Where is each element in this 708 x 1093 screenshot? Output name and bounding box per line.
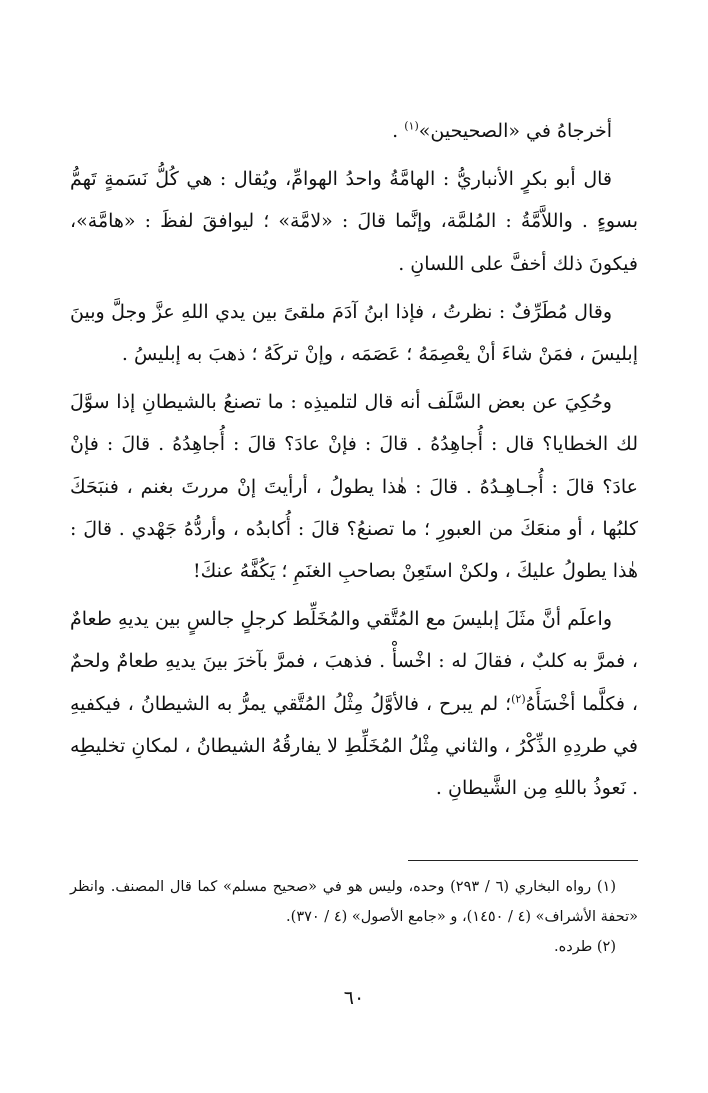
paragraph-3: وقال مُطَرِّفٌ : نظرتُ ، فإذا ابنُ آدَمَ ملقىً بين يدي اللهِ عزَّ وجلَّ وبينَ إبليسَ ، فمَنْ شاءَ أنْ يعْصِمَهُ ؛ عَصَمَه ، وإنْ تركَهُ ؛ ذهبَ به إبليسُ . — [70, 300, 638, 366]
paragraph-5 — [70, 598, 638, 809]
paragraph-1: أخرجاهُ في «الصحيحين»$^{(١)}$ . — [392, 119, 612, 142]
paragraph-1-text: أخرجاهُ في «الصحيحين» — [418, 120, 612, 142]
footnote-2: (٢) طرده. — [554, 939, 616, 955]
footnote-marker-1: (١) — [404, 119, 419, 133]
footnote-separator — [408, 860, 638, 861]
paragraph-2: قال أبو بكرٍ الأنباريُّ : الهامَّةُ واحدُ الهوامِّ، ويُقال : هي كُلُّ نَسَمةٍ تَهمُّ بسوءٍ . واللاَّمَّةُ : المُلمَّة، وإنَّما قالَ : «لامَّة» ؛ ليوافقَ لفظَ : «هامَّة»، فيكونَ ذلك أخفَّ على اللسانِ . — [70, 168, 638, 275]
page-number: ٦٠ — [343, 987, 365, 1009]
footnotes — [70, 872, 638, 962]
paragraph-5-text-a: واعلَم أنَّ مثَلَ إبليسَ مع المُتَّقي والمُخَلِّط كرجلٍ جالسٍ بين يديهِ طعامٌ ، فمرَّ به كلبٌ ، فقالَ له : اخْسأْ . فذهبَ ، فمرَّ بآخرَ بينَ يديهِ طعامٌ ولحمٌ ، فكلَّما أخْسَأَهُ — [70, 608, 638, 715]
paragraph-4: وحُكِيَ عن بعض السَّلَف أنه قال لتلميذِه : ما تصنعُ بالشيطانِ إذا سوَّلَ لك الخطايا؟ قال : أُجاهِدُهُ . قالَ : فإنْ عادَ؟ قالَ : أُجاهِدُهُ . قالَ : فإنْ عادَ؟ قالَ : أُجـاهِـدُهُ . قالَ : هٰذا يطولُ ، أرأيتَ إنْ مررتَ بغنم ، فنبَحَكَ كلبُها ، أو منعَكَ من العبورِ ؛ ما تصنعُ؟ قالَ : أُكابدُه ، وأردُّهُ جَهْدي . قالَ : هٰذا يطولُ عليكَ ، ولكنْ استَعِنْ بصاحبِ الغنَمِ ؛ يَكُفَّهُ عنكَ! — [70, 391, 638, 583]
paragraph-5-text-b: ؛ لم يبرح ، فالأوَّلُ مِثْلُ المُتَّقي يمرُّ به الشيطانُ ، فيكفيهِ في طردِهِ الذِّكْرُ ، والثاني مِثْلُ المُخَلِّطِ لا يفارقُهُ الشيطانُ ، لمكانِ تخليطِه . نَعوذُ باللهِ مِن الشَّيطانِ . — [70, 692, 638, 800]
main-text — [70, 110, 638, 815]
footnote-marker-2: (٢) — [511, 692, 526, 706]
footnote-1: (١) رواه البخاري (٦ / ٢٩٣) وحده، وليس هو في «صحيح مسلم» كما قال المصنف. وانظر «تحفة الأشراف» (٤ / ١٤٥٠)، و «جامع الأصول» (٤ / ٣٧٠). — [70, 879, 638, 925]
